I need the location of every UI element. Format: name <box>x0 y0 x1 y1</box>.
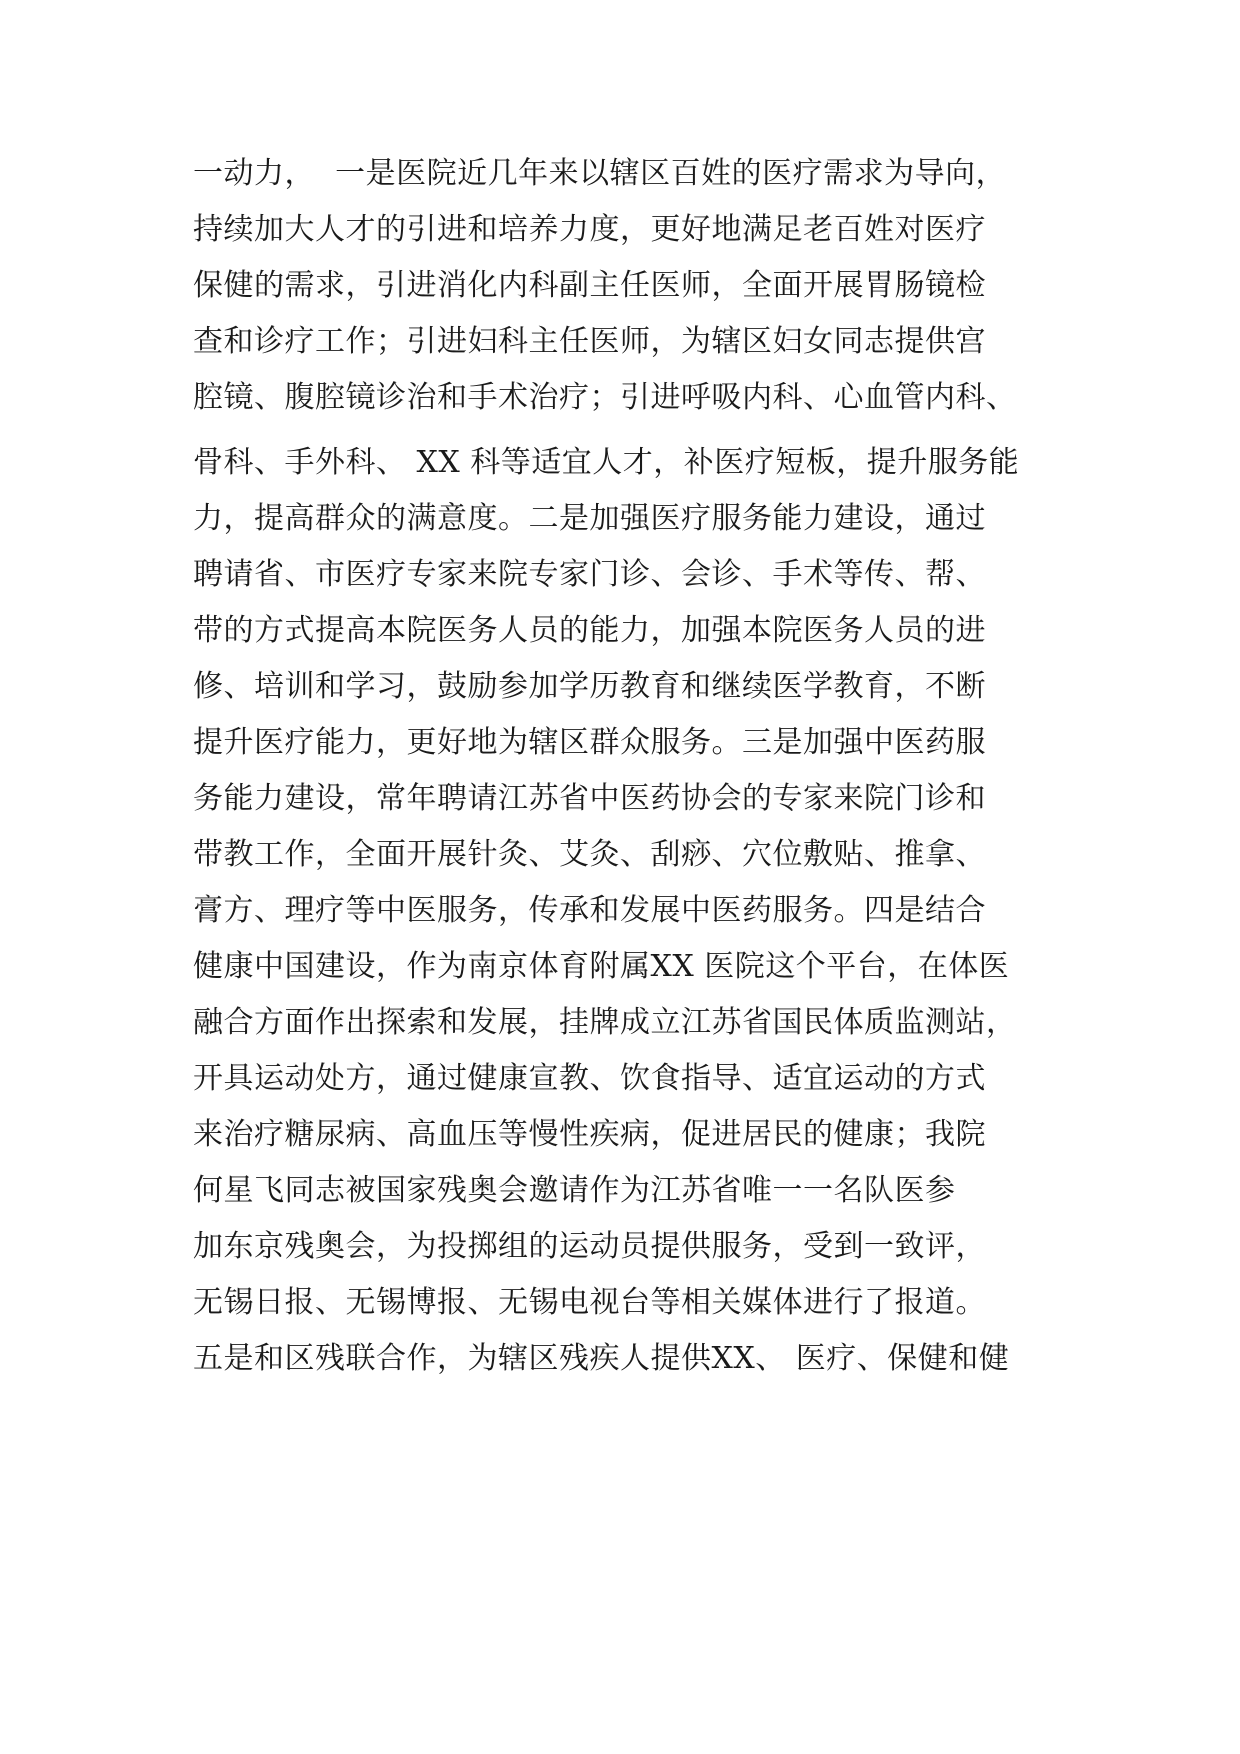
text-line: 膏方、理疗等中医服务，传承和发展中医药服务。四是结合 <box>193 893 986 928</box>
text-line: 腔镜、腹腔镜诊治和手术治疗；引进呼吸内科、心血管内科、 <box>193 380 1017 415</box>
text-line: 务能力建设，常年聘请江苏省中医药协会的专家来院门诊和 <box>193 781 986 816</box>
text-line: 融合方面作出探索和发展，挂牌成立江苏省国民体质监测站， <box>193 1005 1017 1040</box>
text-line: 修、培训和学习，鼓励参加学历教育和继续医学教育，不断 <box>193 669 986 704</box>
body-paragraph <box>193 146 1073 1387</box>
text-line: 无锡日报、无锡博报、无锡电视台等相关媒体进行了报道。 <box>193 1285 986 1320</box>
text-line: 聘请省、市医疗专家来院专家门诊、会诊、手术等传、帮、 <box>193 557 986 592</box>
text-line: 何星飞同志被国家残奥会邀请作为江苏省唯一一名队医参 <box>193 1173 956 1208</box>
text-line: 开具运动处方，通过健康宣教、饮食指导、适宜运动的方式 <box>193 1061 986 1096</box>
text-line: 一动力， 一是医院近几年来以辖区百姓的医疗需求为导向， <box>193 156 1007 191</box>
text-line: 保健的需求，引进消化内科副主任医师，全面开展胃肠镜检 <box>193 268 986 303</box>
text-line: 带教工作，全面开展针灸、艾灸、刮痧、穴位敷贴、推拿、 <box>193 837 986 872</box>
text-line: 带的方式提高本院医务人员的能力，加强本院医务人员的进 <box>193 613 986 648</box>
text-line: 健康中国建设，作为南京体育附属XX 医院这个平台，在体医 <box>193 949 1010 984</box>
text-line: 来治疗糖尿病、高血压等慢性疾病，促进居民的健康；我院 <box>193 1117 986 1152</box>
text-line: 提升医疗能力，更好地为辖区群众服务。三是加强中医药服 <box>193 725 986 760</box>
text-line: 查和诊疗工作；引进妇科主任医师，为辖区妇女同志提供宫 <box>193 324 986 359</box>
text-line: 力，提高群众的满意度。二是加强医疗服务能力建设，通过 <box>193 501 986 536</box>
text-line: 骨科、手外科、 XX 科等适宜人才，补医疗短板，提升服务能 <box>193 445 1020 480</box>
text-line: 五是和区残联合作，为辖区残疾人提供XX、 医疗、保健和健 <box>193 1341 1010 1376</box>
text-line: 持续加大人才的引进和培养力度，更好地满足老百姓对医疗 <box>193 212 986 247</box>
text-line: 加东京残奥会，为投掷组的运动员提供服务，受到一致评， <box>193 1229 986 1264</box>
